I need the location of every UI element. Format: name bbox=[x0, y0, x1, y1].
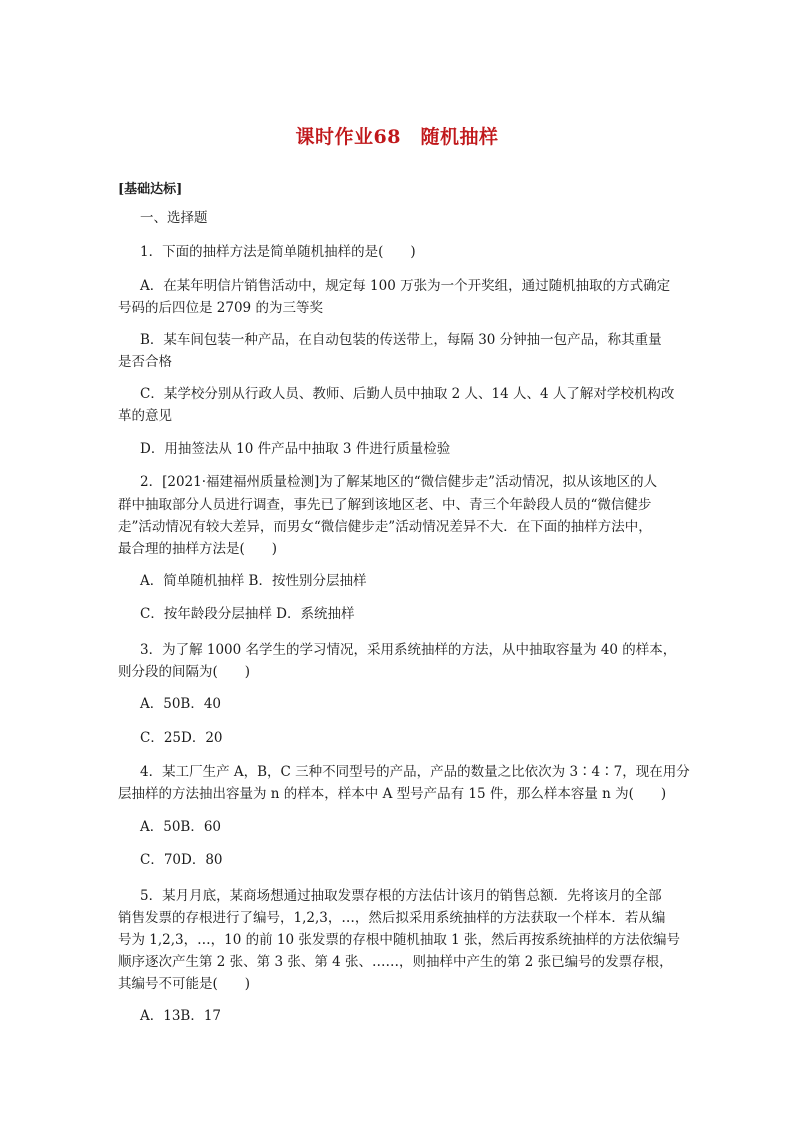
question-2-stem-line-2: 群中抽取部分人员进行调查，事先已了解到该地区老、中、青三个年龄段人员的“微信健步 bbox=[118, 497, 652, 513]
question-1-option-a: A．在某年明信片销售活动中，规定每 100 万张为一个开奖组，通过随机抽取的方式确定 bbox=[140, 278, 671, 294]
question-2-options-ab: A．简单随机抽样 B．按性别分层抽样 bbox=[140, 573, 367, 589]
question-5-stem: 5．某月月底，某商场想通过抽取发票存根的方法估计该月的销售总额．先将该月的全部 bbox=[140, 888, 662, 904]
question-5-stem-line-4: 顺序逐次产生第 2 张、第 3 张、第 4 张、……，则抽样中产生的第 2 张已编号的发票存根， bbox=[118, 954, 673, 970]
question-5-stem-line-2: 销售发票的存根进行了编号，1,2,3，…，然后拟采用系统抽样的方法获取一个样本．若从编 bbox=[118, 910, 666, 926]
question-1-option-a-cont: 号码的后四位是 2709 的为三等奖 bbox=[118, 300, 323, 316]
question-2-stem: 2．[2021·福建福州质量检测]为了解某地区的“微信健步走”活动情况，拟从该地区的人 bbox=[140, 474, 658, 490]
question-3-stem: 3．为了解 1000 名学生的学习情况，采用系统抽样的方法，从中抽取容量为 40 的样本， bbox=[140, 642, 677, 658]
question-1-option-b: B．某车间包装一种产品，在自动包装的传送带上，每隔 30 分钟抽一包产品，称其重量 bbox=[140, 332, 662, 348]
question-5-stem-line-3: 号为 1,2,3，…，10 的前 10 张发票的存根中随机抽取 1 张，然后再按系统抽样的方法依编号 bbox=[118, 932, 681, 948]
question-1-option-b-cont: 是否合格 bbox=[118, 354, 172, 370]
question-4-options-ab: A．50B．60 bbox=[140, 819, 222, 835]
question-4-stem-line-2: 层抽样的方法抽出容量为 n 的样本，样本中 A 型号产品有 15 件，那么样本容量 n 为( ) bbox=[118, 786, 667, 802]
question-3-stem-line-2: 则分段的间隔为( ) bbox=[118, 664, 251, 680]
question-2-stem-line-4: 最合理的抽样方法是( ) bbox=[118, 541, 278, 557]
question-1-option-d: D．用抽签法从 10 件产品中抽取 3 件进行质量检验 bbox=[140, 441, 451, 457]
question-4-options-cd: C．70D．80 bbox=[140, 852, 223, 868]
part-heading: 一、选择题 bbox=[140, 210, 208, 226]
question-1-stem: 1．下面的抽样方法是简单随机抽样的是( ) bbox=[140, 244, 416, 260]
question-5-stem-line-5: 其编号不可能是( ) bbox=[118, 976, 251, 992]
question-5-options-ab: A．13B．17 bbox=[140, 1008, 222, 1024]
question-1-option-c-cont: 革的意见 bbox=[118, 408, 172, 424]
question-2-stem-line-3: 走”活动情况有较大差异，而男女“微信健步走”活动情况差异不大．在下面的抽样方法中， bbox=[118, 519, 652, 535]
section-heading: [基础达标] bbox=[118, 182, 183, 197]
question-2-options-cd: C．按年龄段分层抽样 D．系统抽样 bbox=[140, 606, 355, 622]
question-1-option-c: C．某学校分别从行政人员、教师、后勤人员中抽取 2 人、14 人、4 人了解对学校机构改 bbox=[140, 386, 675, 402]
question-3-options-ab: A．50B．40 bbox=[140, 696, 222, 712]
question-4-stem: 4．某工厂生产 A，B，C 三种不同型号的产品，产品的数量之比依次为 3∶4∶7，现在用分 bbox=[140, 764, 690, 780]
question-3-options-cd: C．25D．20 bbox=[140, 730, 223, 746]
page-title: 课时作业68 随机抽样 bbox=[295, 126, 499, 148]
